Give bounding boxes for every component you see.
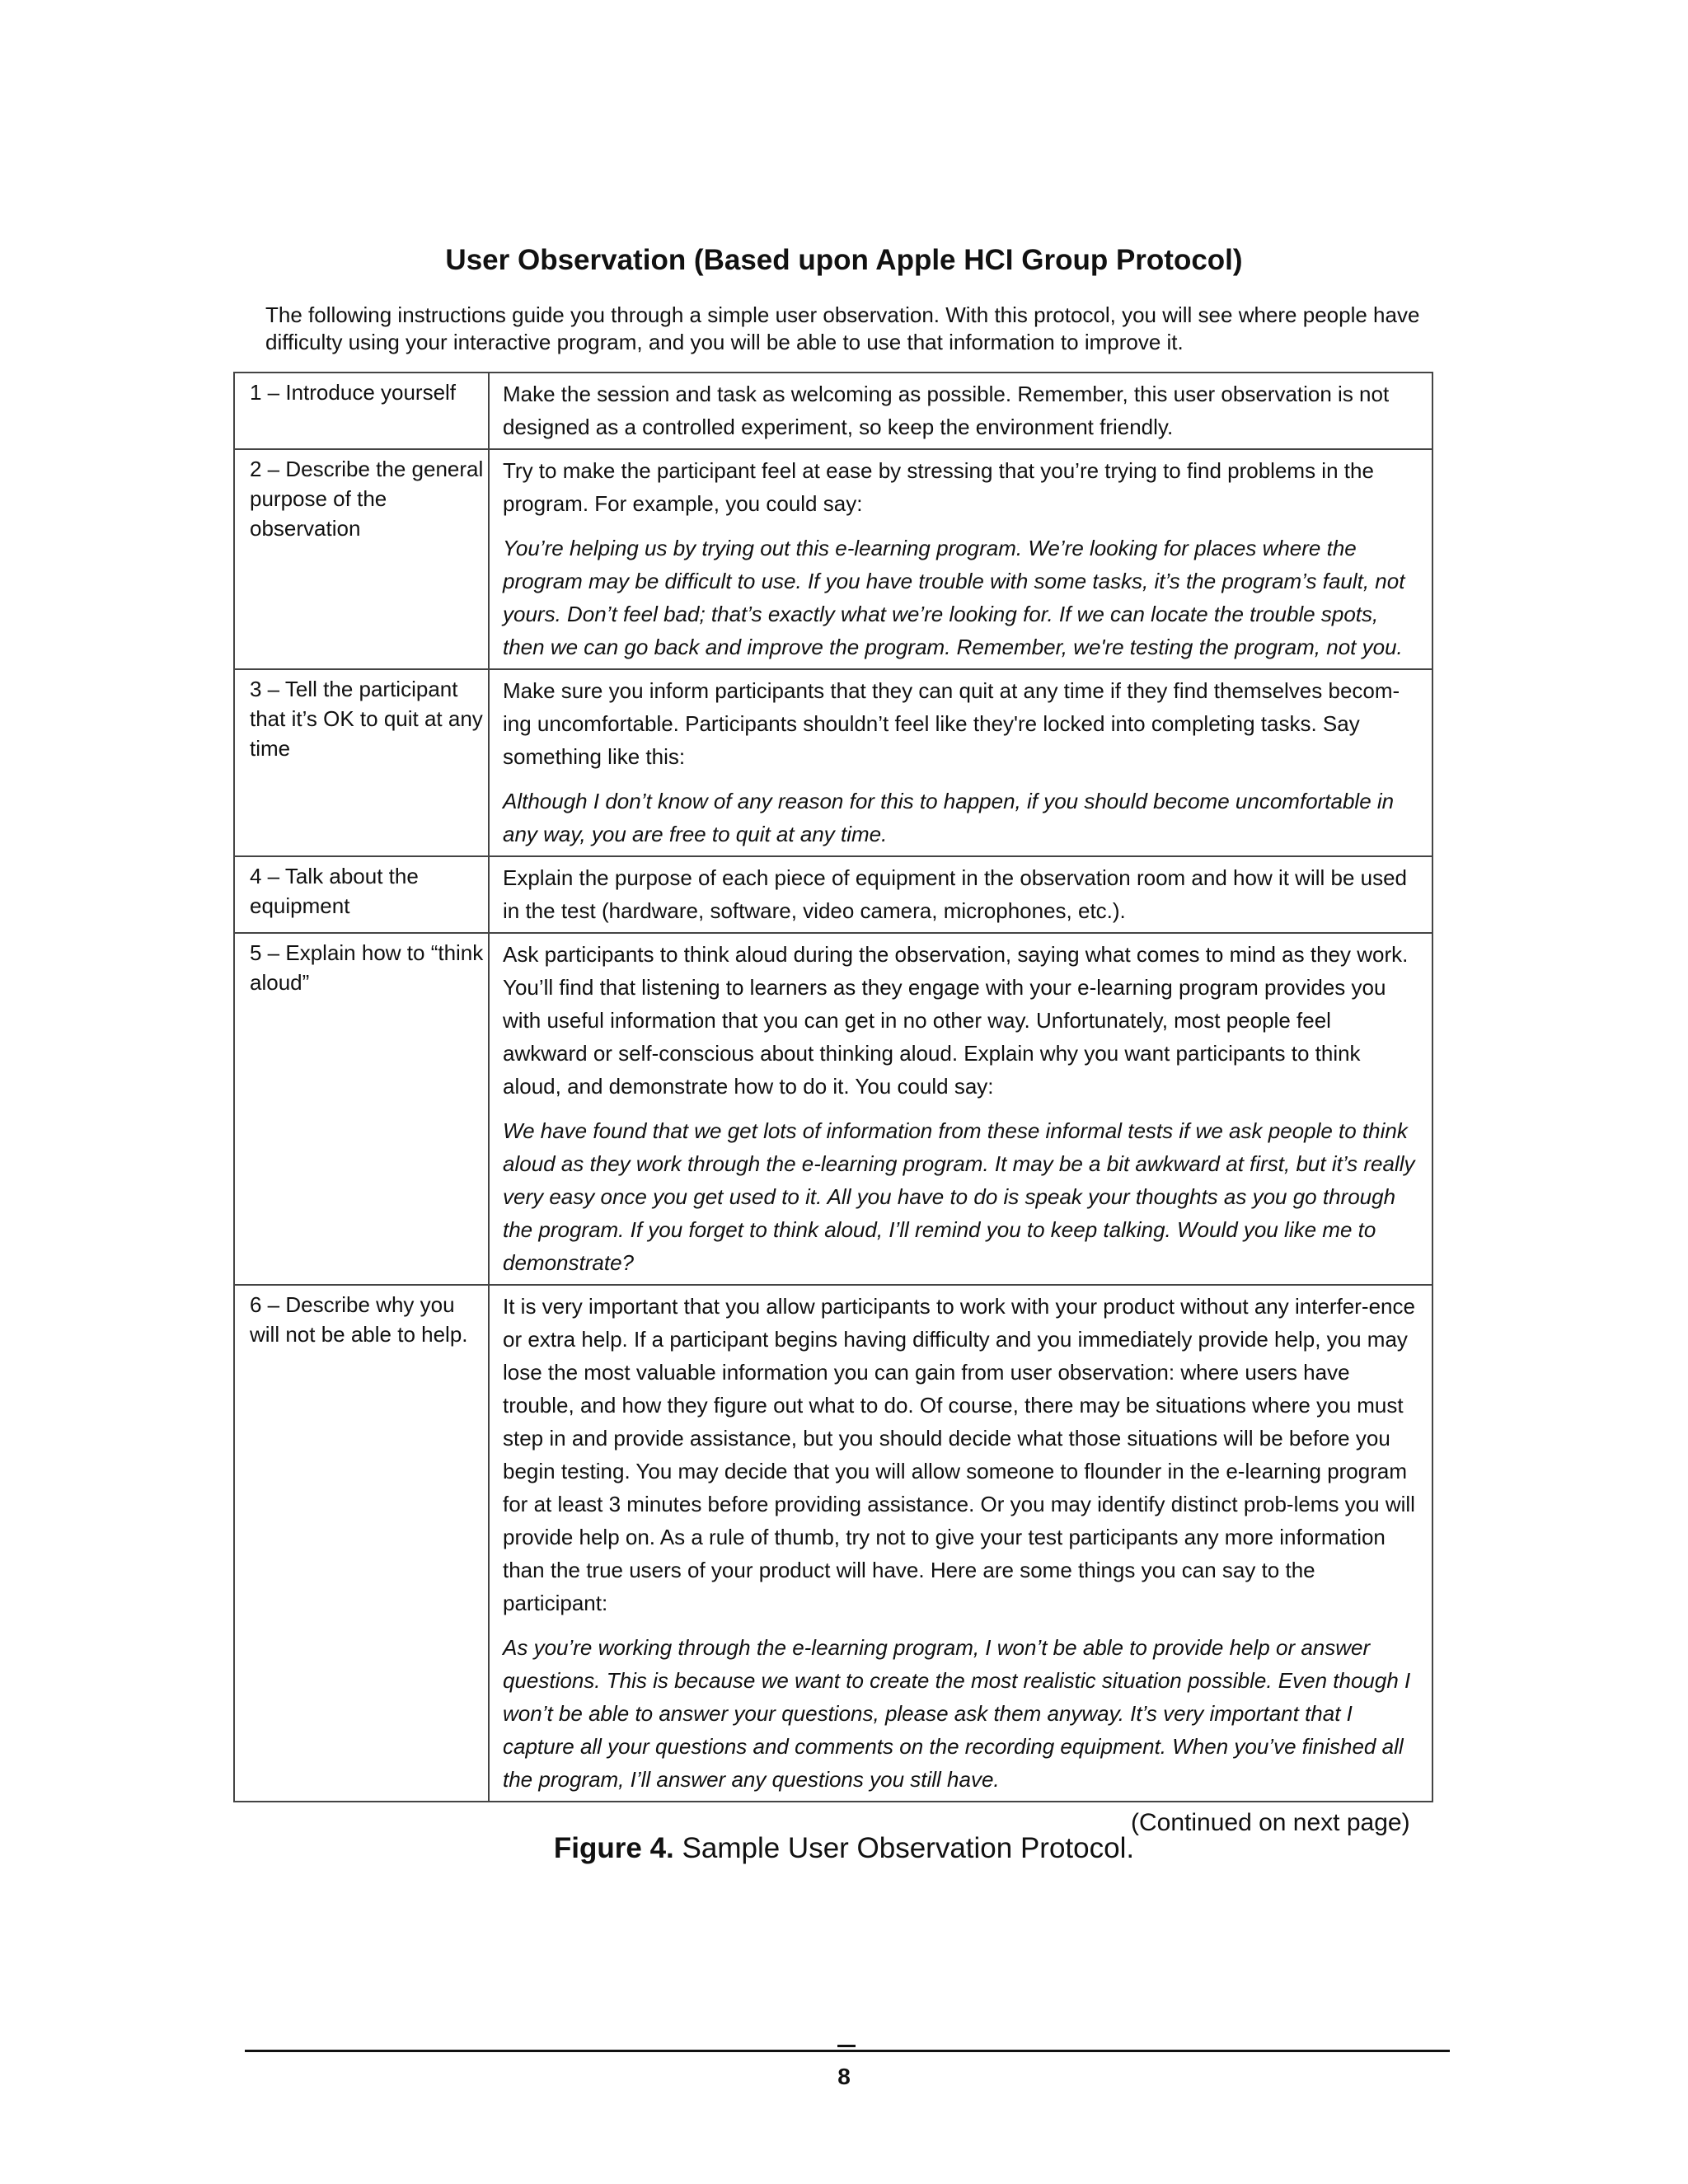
sample-script-quote: As you’re working through the e-learning program, I won’t be able to provide help or answer questions. This is because we want to create the most realistic situation possible. Even though I won’t be able to answer your questions, please ask them anyway. It’s very important that I capture all your questions and comments on the recording equipment. When you’ve finished all the program, I’ll answer any questions you still have.	[503, 1635, 1411, 1792]
sample-script-quote: We have found that we get lots of information from these informal tests if we ask people to think aloud as they work through the e-learning program. It may be a bit awkward at first, but it’s really very easy once you get used to it. All you have to do is speak your thoughts as you go through the program. If you forget to think aloud, I’ll remind you to keep talking. Would you like me to demonstrate?	[503, 1118, 1415, 1275]
table-row	[234, 669, 1432, 856]
step-label: 3 – Tell the participant that it’s OK to quit at any time	[234, 669, 489, 856]
step-description	[489, 856, 1432, 933]
step-description	[489, 669, 1432, 856]
table-row	[234, 373, 1432, 449]
step-text: Make sure you inform participants that they can quit at any time if they find themselves becom-ing uncomfortable. Participants shouldn’t feel like they're locked into completing tasks. Say something like this:	[503, 678, 1400, 769]
table-row	[234, 1285, 1432, 1802]
intro-paragraph: The following instructions guide you through a simple user observation. With this protocol, you will see where people have difficulty using your interactive program, and you will be able to use that information to improve it.	[265, 302, 1420, 354]
step-label: 5 – Explain how to “think aloud”	[234, 933, 489, 1285]
footer-rule	[245, 2050, 1450, 2052]
page-number-mark	[837, 2045, 856, 2047]
table-row	[234, 933, 1432, 1285]
protocol-table	[233, 372, 1433, 1802]
step-label: 2 – Describe the general purpose of the observation	[234, 449, 489, 669]
figure-caption	[0, 1832, 1688, 1865]
table-row	[234, 449, 1432, 669]
step-description	[489, 449, 1432, 669]
page-number: 8	[837, 2064, 851, 2089]
step-text: It is very important that you allow participants to work with your product without any interfer-ence or extra help. If a participant begins having difficulty and you immediately provide help, you may lose the most valuable information you can gain from user observation: where users have trouble, and how they figure out what to do. Of course, there may be situations where you must step in and provide assistance, but you should decide what those situations will be before you begin testing. You may decide that you will allow someone to flounder in the e-learning program for at least 3 minutes before providing assistance. Or you may identify distinct prob-lems you will provide help on. As a rule of thumb, try not to give your test participants any more information than the true users of your product will have. Here are some things you can say to the participant:	[503, 1294, 1415, 1615]
figure-label: Figure 4.	[553, 1832, 674, 1864]
step-label: 6 – Describe why you will not be able to help.	[234, 1285, 489, 1802]
step-text: Explain the purpose of each piece of equipment in the observation room and how it will be used in the test (hardware, software, video camera, microphones, etc.).	[503, 865, 1408, 923]
step-description	[489, 1285, 1432, 1802]
step-text: Make the session and task as welcoming as possible. Remember, this user observation is not designed as a controlled experiment, so keep the environment friendly.	[503, 382, 1390, 439]
step-text: Try to make the participant feel at ease by stressing that you’re trying to find problems in the program. For example, you could say:	[503, 458, 1374, 516]
page-title: User Observation (Based upon Apple HCI Group Protocol)	[445, 244, 1243, 276]
sample-script-quote: You’re helping us by trying out this e-learning program. We’re looking for places where the program may be difficult to use. If you have trouble with some tasks, it’s the program’s fault, not yours. Don’t feel bad; that’s exactly what we’re looking for. If we can locate the trouble spots, then we can go back and improve the program. Remember, we're testing the program, not you.	[503, 536, 1405, 659]
step-description	[489, 373, 1432, 449]
step-description	[489, 933, 1432, 1285]
step-label: 4 – Talk about the equipment	[234, 856, 489, 933]
figure-caption-text: Sample User Observation Protocol.	[682, 1832, 1135, 1864]
protocol-table-body	[234, 373, 1432, 1802]
continued-note: (Continued on next page)	[1131, 1809, 1410, 1836]
sample-script-quote: Although I don’t know of any reason for this to happen, if you should become uncomfortable in any way, you are free to quit at any time.	[503, 789, 1395, 846]
table-row	[234, 856, 1432, 933]
step-text: Ask participants to think aloud during the observation, saying what comes to mind as they work. You’ll find that listening to learners as they engage with your e-learning program provides you with useful information that you can get in no other way. Unfortunately, most people feel awkward or self-conscious about thinking aloud. Explain why you want participants to think aloud, and demonstrate how to do it. You could say:	[503, 942, 1409, 1099]
step-label: 1 – Introduce yourself	[234, 373, 489, 449]
